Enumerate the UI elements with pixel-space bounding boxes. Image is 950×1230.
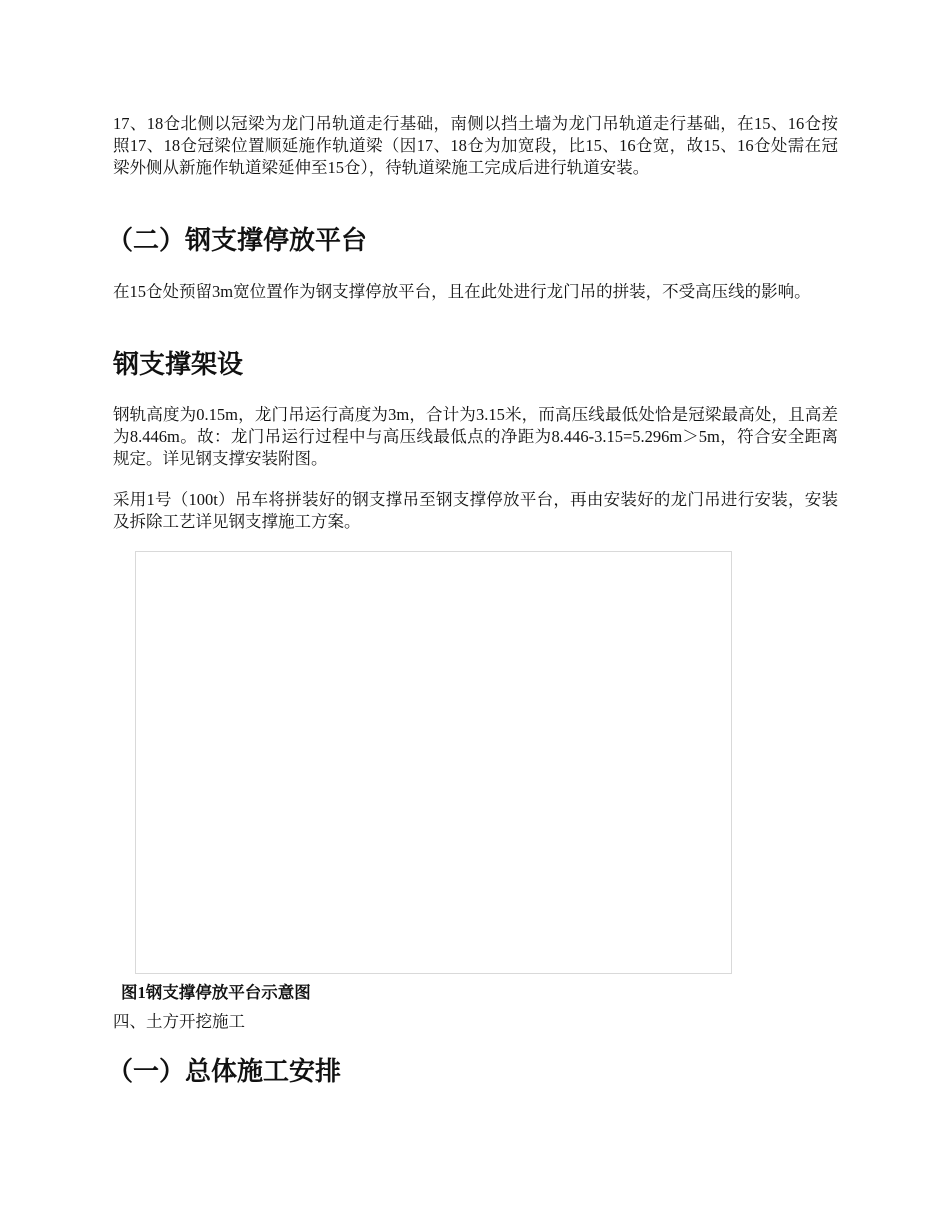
figure-placeholder <box>135 551 732 974</box>
section-title-earthwork: 四、土方开挖施工 <box>113 1012 245 1031</box>
figure-caption: 图1钢支撑停放平台示意图 <box>121 983 311 1002</box>
heading-overall-arrangement: （一）总体施工安排 <box>107 1057 342 1087</box>
body-paragraph: 17、18仓北侧以冠梁为龙门吊轨道走行基础，南侧以挡土墙为龙门吊轨道走行基础，在15、16仓按照17、18仓冠梁位置顺延施作轨道梁（因17、18仓为加宽段，比15、16仓宽，故15、16仓处需在冠梁外侧从新施作轨道梁延伸至15仓），待轨道梁施工完成后进行轨道安装。 <box>113 114 839 177</box>
paragraph-rail-foundation <box>113 113 838 179</box>
body-paragraph: 钢轨高度为0.15m，龙门吊运行高度为3m，合计为3.15米，而高压线最低处恰是冠梁最高处，且高差为8.446m。故：龙门吊运行过程中与高压线最低点的净距为8.446-3.15=5.296m＞5m，符合安全距离规定。详见钢支撑安装附图。 <box>113 405 838 468</box>
body-paragraph: 在15仓处预留3m宽位置作为钢支撑停放平台，且在此处进行龙门吊的拼装，不受高压线的影响。 <box>113 282 811 301</box>
paragraph-clearance-calc <box>113 404 838 470</box>
heading-steel-support-platform: （二）钢支撑停放平台 <box>107 226 368 256</box>
heading-steel-support-erection: 钢支撑架设 <box>113 350 244 380</box>
paragraph-crane-installation <box>113 489 838 533</box>
paragraph-platform-reserve <box>113 281 838 303</box>
body-paragraph: 采用1号（100t）吊车将拼装好的钢支撑吊至钢支撑停放平台，再由安装好的龙门吊进行安装，安装及拆除工艺详见钢支撑施工方案。 <box>113 490 838 531</box>
